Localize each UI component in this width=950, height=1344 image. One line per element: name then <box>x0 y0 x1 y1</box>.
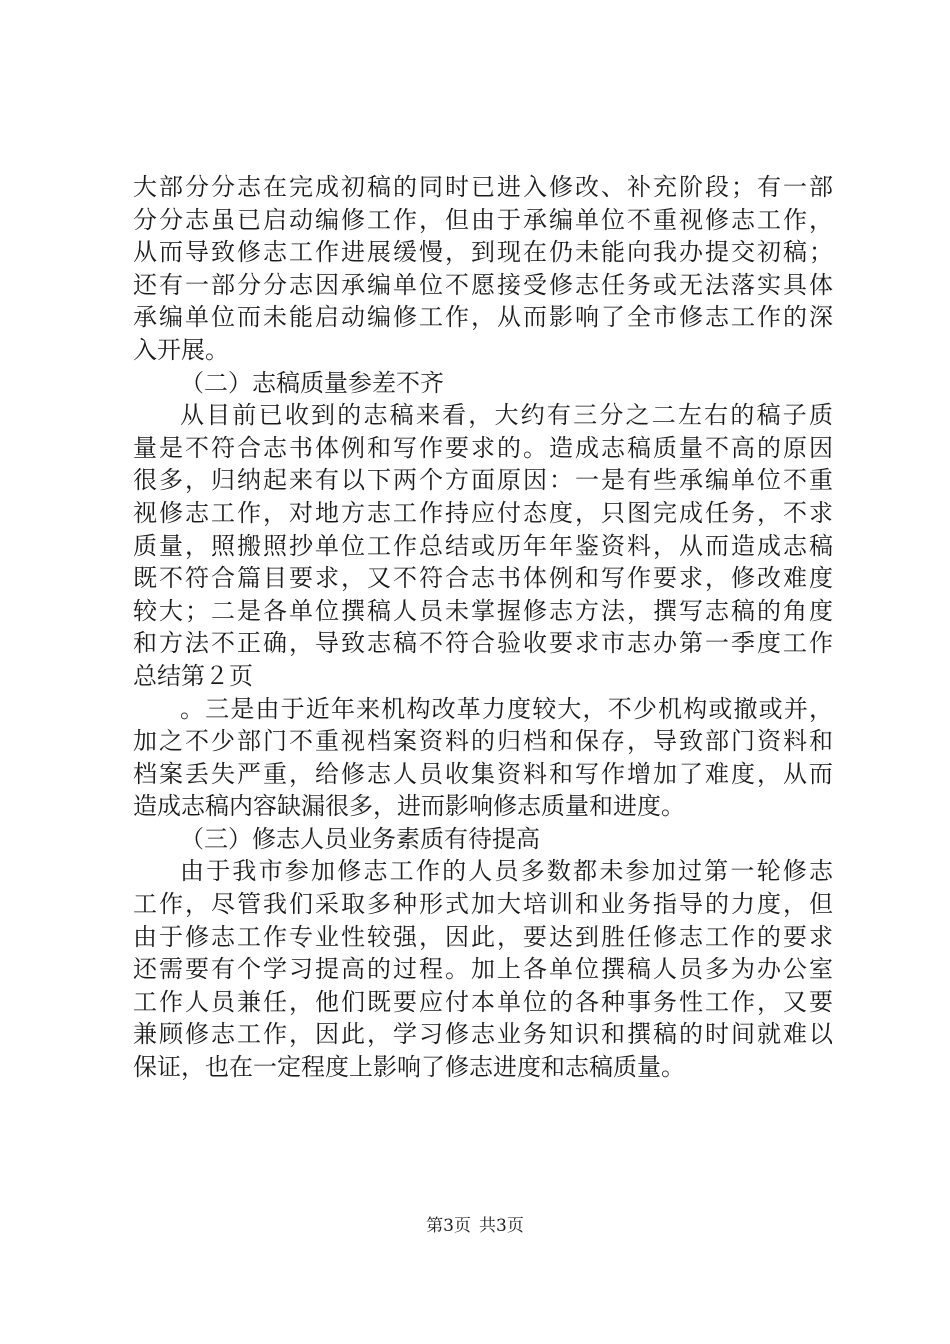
text-line: 还需要有个学习提高的过程。加上各单位撰稿人员多为办公室 <box>133 955 833 984</box>
text-line: 由于修志工作专业性较强，因此，要达到胜任修志工作的要求 <box>133 922 833 951</box>
text-line: 承编单位而未能启动编修工作，从而影响了全市修志工作的深 <box>133 303 833 332</box>
page-total: 共3页 <box>479 1216 524 1236</box>
text-line: 很多，归纳起来有以下两个方面原因：一是有些承编单位不重 <box>133 466 833 495</box>
text-line: 大部分分志在完成初稿的同时已进入修改、补充阶段；有一部 <box>133 173 833 201</box>
text-line: 保证，也在一定程度上影响了修志进度和志稿质量。 <box>133 1053 685 1082</box>
text-line: 。三是由于近年来机构改革力度较大，不少机构或撤或并， <box>180 694 833 723</box>
text-line: 工作人员兼任，他们既要应付本单位的各种事务性工作，又要 <box>133 987 833 1016</box>
text-line: 还有一部分分志因承编单位不愿接受修志任务或无法落实具体 <box>133 270 833 299</box>
section-heading: （三）修志人员业务素质有待提高 <box>180 824 540 853</box>
page-footer <box>0 1216 950 1236</box>
text-line: 加之不少部门不重视档案资料的归档和保存，导致部门资料和 <box>133 727 833 756</box>
text-line: 从而导致修志工作进展缓慢，到现在仍未能向我办提交初稿； <box>133 238 833 267</box>
section-heading: （二）志稿质量参差不齐 <box>180 368 444 397</box>
text-line: 总结第２页 <box>133 661 253 690</box>
text-line: 工作，尽管我们采取多种形式加大培训和业务指导的力度，但 <box>133 890 833 919</box>
text-line: 量是不符合志书体例和写作要求的。造成志稿质量不高的原因 <box>133 433 833 462</box>
document-body <box>133 171 833 1084</box>
text-line: 由于我市参加修志工作的人员多数都未参加过第一轮修志 <box>180 857 833 886</box>
text-line: 档案丢失严重，给修志人员收集资料和写作增加了难度，从而 <box>133 759 833 788</box>
text-line: 兼顾修志工作，因此，学习修志业务知识和撰稿的时间就难以 <box>133 1020 833 1049</box>
text-line: 造成志稿内容缺漏很多，进而影响修志质量和进度。 <box>133 792 685 821</box>
text-line: 入开展。 <box>133 335 229 364</box>
page-number: 第3页 <box>426 1216 471 1236</box>
text-line: 和方法不正确，导致志稿不符合验收要求市志办第一季度工作 <box>133 629 833 658</box>
text-line: 分分志虽已启动编修工作，但由于承编单位不重视修志工作， <box>133 205 833 234</box>
text-line: 质量，照搬照抄单位工作总结或历年年鉴资料，从而造成志稿 <box>133 531 833 560</box>
text-line: 既不符合篇目要求，又不符合志书体例和写作要求，修改难度 <box>133 564 833 593</box>
text-line: 较大；二是各单位撰稿人员未掌握修志方法，撰写志稿的角度 <box>133 596 833 625</box>
text-line: 视修志工作，对地方志工作持应付态度，只图完成任务，不求 <box>133 498 833 527</box>
text-line: 从目前已收到的志稿来看，大约有三分之二左右的稿子质 <box>180 401 833 430</box>
